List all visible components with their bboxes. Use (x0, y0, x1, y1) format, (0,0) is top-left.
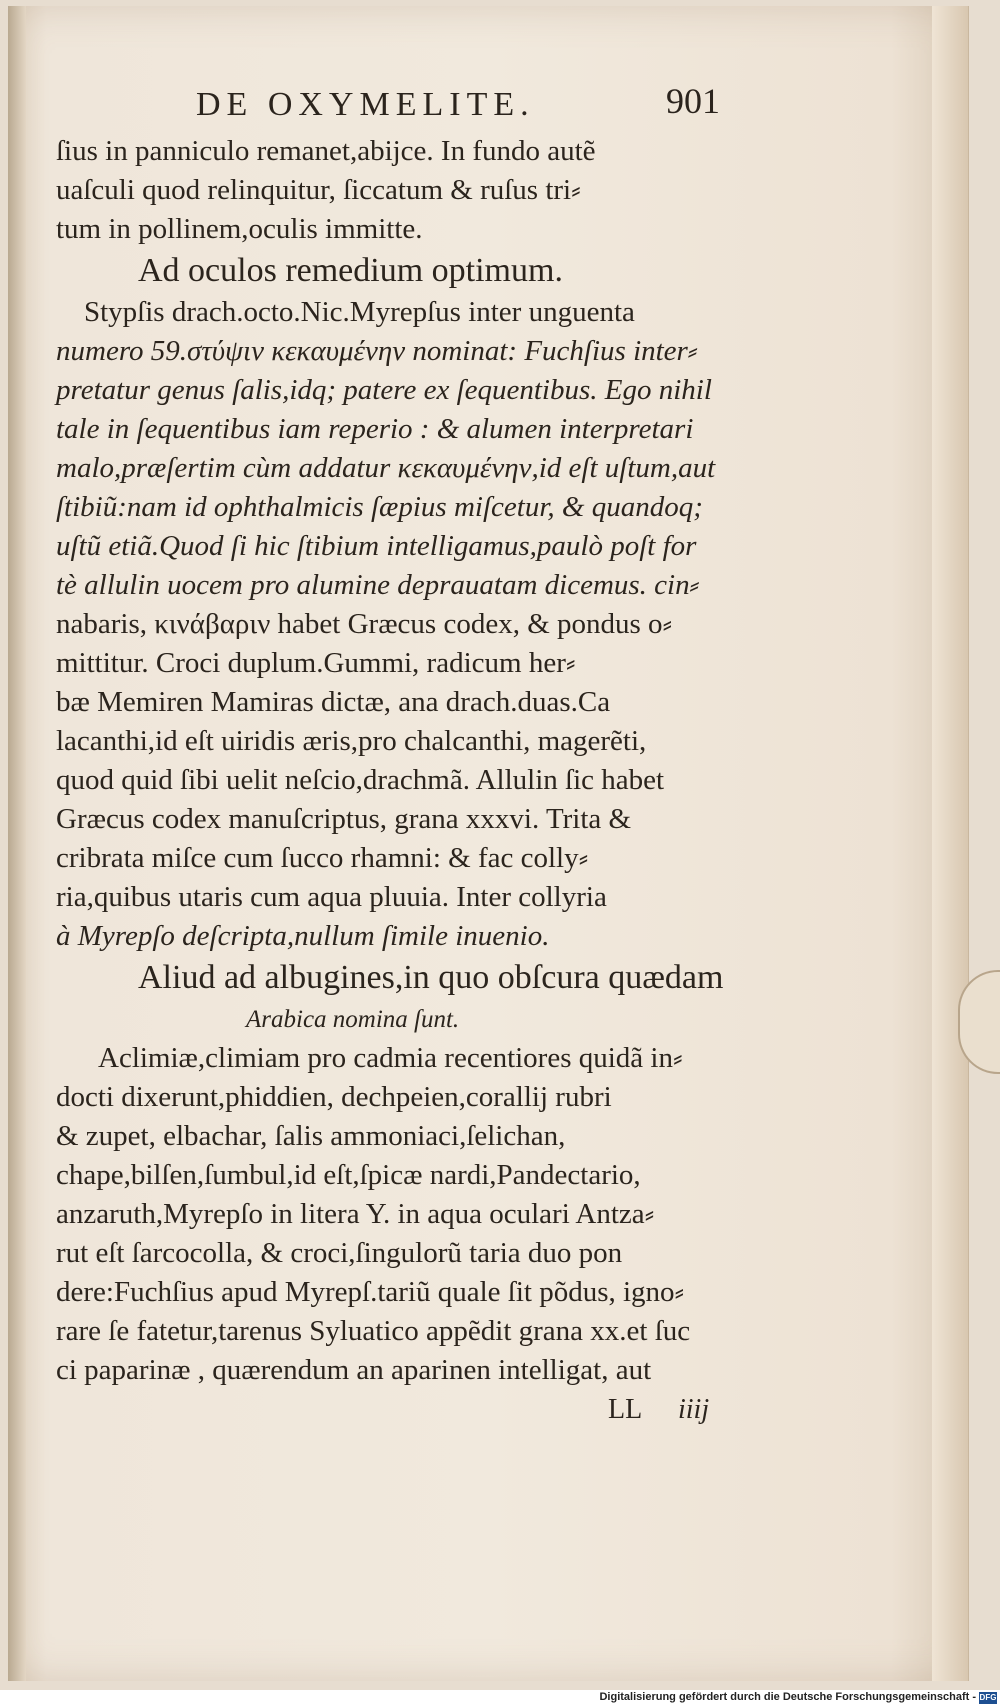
text-line: docti dixerunt,phiddien, dechpeien,corallij rubri (56, 1081, 612, 1113)
section-heading: Aliud ad albugines,in quo obſcura quædam (138, 959, 724, 996)
text-line: uſtũ etiã.Quod ſi hic ſtibium intelligamus,paulò poſt for (56, 530, 697, 562)
digitization-credit: Digitalisierung gefördert durch die Deutsche Forschungsgemeinschaft - (599, 1691, 976, 1703)
text-line: ſtibiũ:nam id ophthalmicis ſæpius miſcetur, & quandoq; (56, 491, 703, 523)
text-line: malo,præſertim cùm addatur κεκαυμένην,id eſt uſtum,aut (56, 452, 716, 484)
running-head: DE OXYMELITE. (196, 86, 535, 123)
text-line: tale in ſequentibus iam reperio : & alumen interpretari (56, 413, 694, 445)
page-gutter-shadow (8, 6, 26, 1681)
text-line: mittitur. Croci duplum.Gummi, radicum her⸗ (56, 647, 576, 679)
text-line: rare ſe fatetur,tarenus Syluatico appẽdit grana xx.et ſuc (56, 1315, 691, 1347)
digitization-credit-bar (0, 1690, 1000, 1707)
page-text (56, 80, 776, 1434)
text-line: nabaris, κινάβαριν habet Græcus codex, & pondus o⸗ (56, 608, 673, 640)
signature-leaf: iiij (678, 1394, 710, 1425)
text-line: ria,quibus utaris cum aqua pluuia. Inter collyria (56, 881, 607, 913)
text-line: numero 59.στύψιν κεκαυμένην nominat: Fuchſius inter⸗ (56, 335, 698, 367)
text-line: cribrata miſce cum ſucco rhamni: & fac colly⸗ (56, 842, 589, 874)
text-line: uaſculi quod relinquitur, ſiccatum & ruſus tri⸗ (56, 174, 581, 206)
text-line: tè allulin uocem pro alumine deprauatam dicemus. cin⸗ (56, 569, 700, 601)
page-edge (932, 6, 968, 1681)
text-line: à Myrepſo deſcripta,nullum ſimile inuenio. (56, 920, 550, 952)
text-line: dere:Fuchſius apud Myrepſ.tariũ quale ſit põdus, igno⸗ (56, 1276, 685, 1308)
text-line: rut eſt ſarcocolla, & croci,ſingulorũ taria duo pon (56, 1237, 623, 1269)
text-line: chape,bilſen,ſumbul,id eſt,ſpicæ nardi,Pandectario, (56, 1159, 641, 1191)
dfg-logo-icon: DFG (979, 1693, 997, 1702)
text-line: & zupet, elbachar, ſalis ammoniaci,ſelichan, (56, 1120, 566, 1152)
text-line: Stypſis drach.octo.Nic.Myrepſus inter unguenta (84, 296, 635, 328)
text-line: quod quid ſibi uelit neſcio,drachmã. Allulin ſic habet (56, 764, 665, 796)
text-line: anzaruth,Myrepſo in litera Y. in aqua oculari Antza⸗ (56, 1198, 655, 1230)
text-line: bæ Memiren Mamiras dictæ, ana drach.duas.Ca (56, 686, 611, 718)
text-line: Græcus codex manuſcriptus, grana xxxvi. Trita & (56, 803, 632, 835)
text-line: lacanthi,id eſt uiridis æris,pro chalcanthi, magerẽti, (56, 725, 647, 757)
text-line: Aclimiæ,climiam pro cadmia recentiores quidã in⸗ (98, 1042, 683, 1074)
text-line: ſius in panniculo remanet,abijce. In fundo autẽ (56, 135, 596, 167)
section-subheading: Arabica nomina ſunt. (246, 1006, 460, 1033)
signature-mark: LL (608, 1394, 643, 1425)
text-line: ci paparinæ , quærendum an aparinen intelligat, aut (56, 1354, 652, 1386)
text-line: tum in pollinem,oculis immitte. (56, 213, 423, 245)
section-heading: Ad oculos remedium optimum. (138, 252, 563, 289)
text-line: pretatur genus ſalis,idq; patere ex ſequentibus. Ego nihil (56, 374, 712, 406)
page-footer (56, 1394, 776, 1434)
running-header (196, 80, 776, 132)
page-number: 901 (666, 81, 720, 121)
